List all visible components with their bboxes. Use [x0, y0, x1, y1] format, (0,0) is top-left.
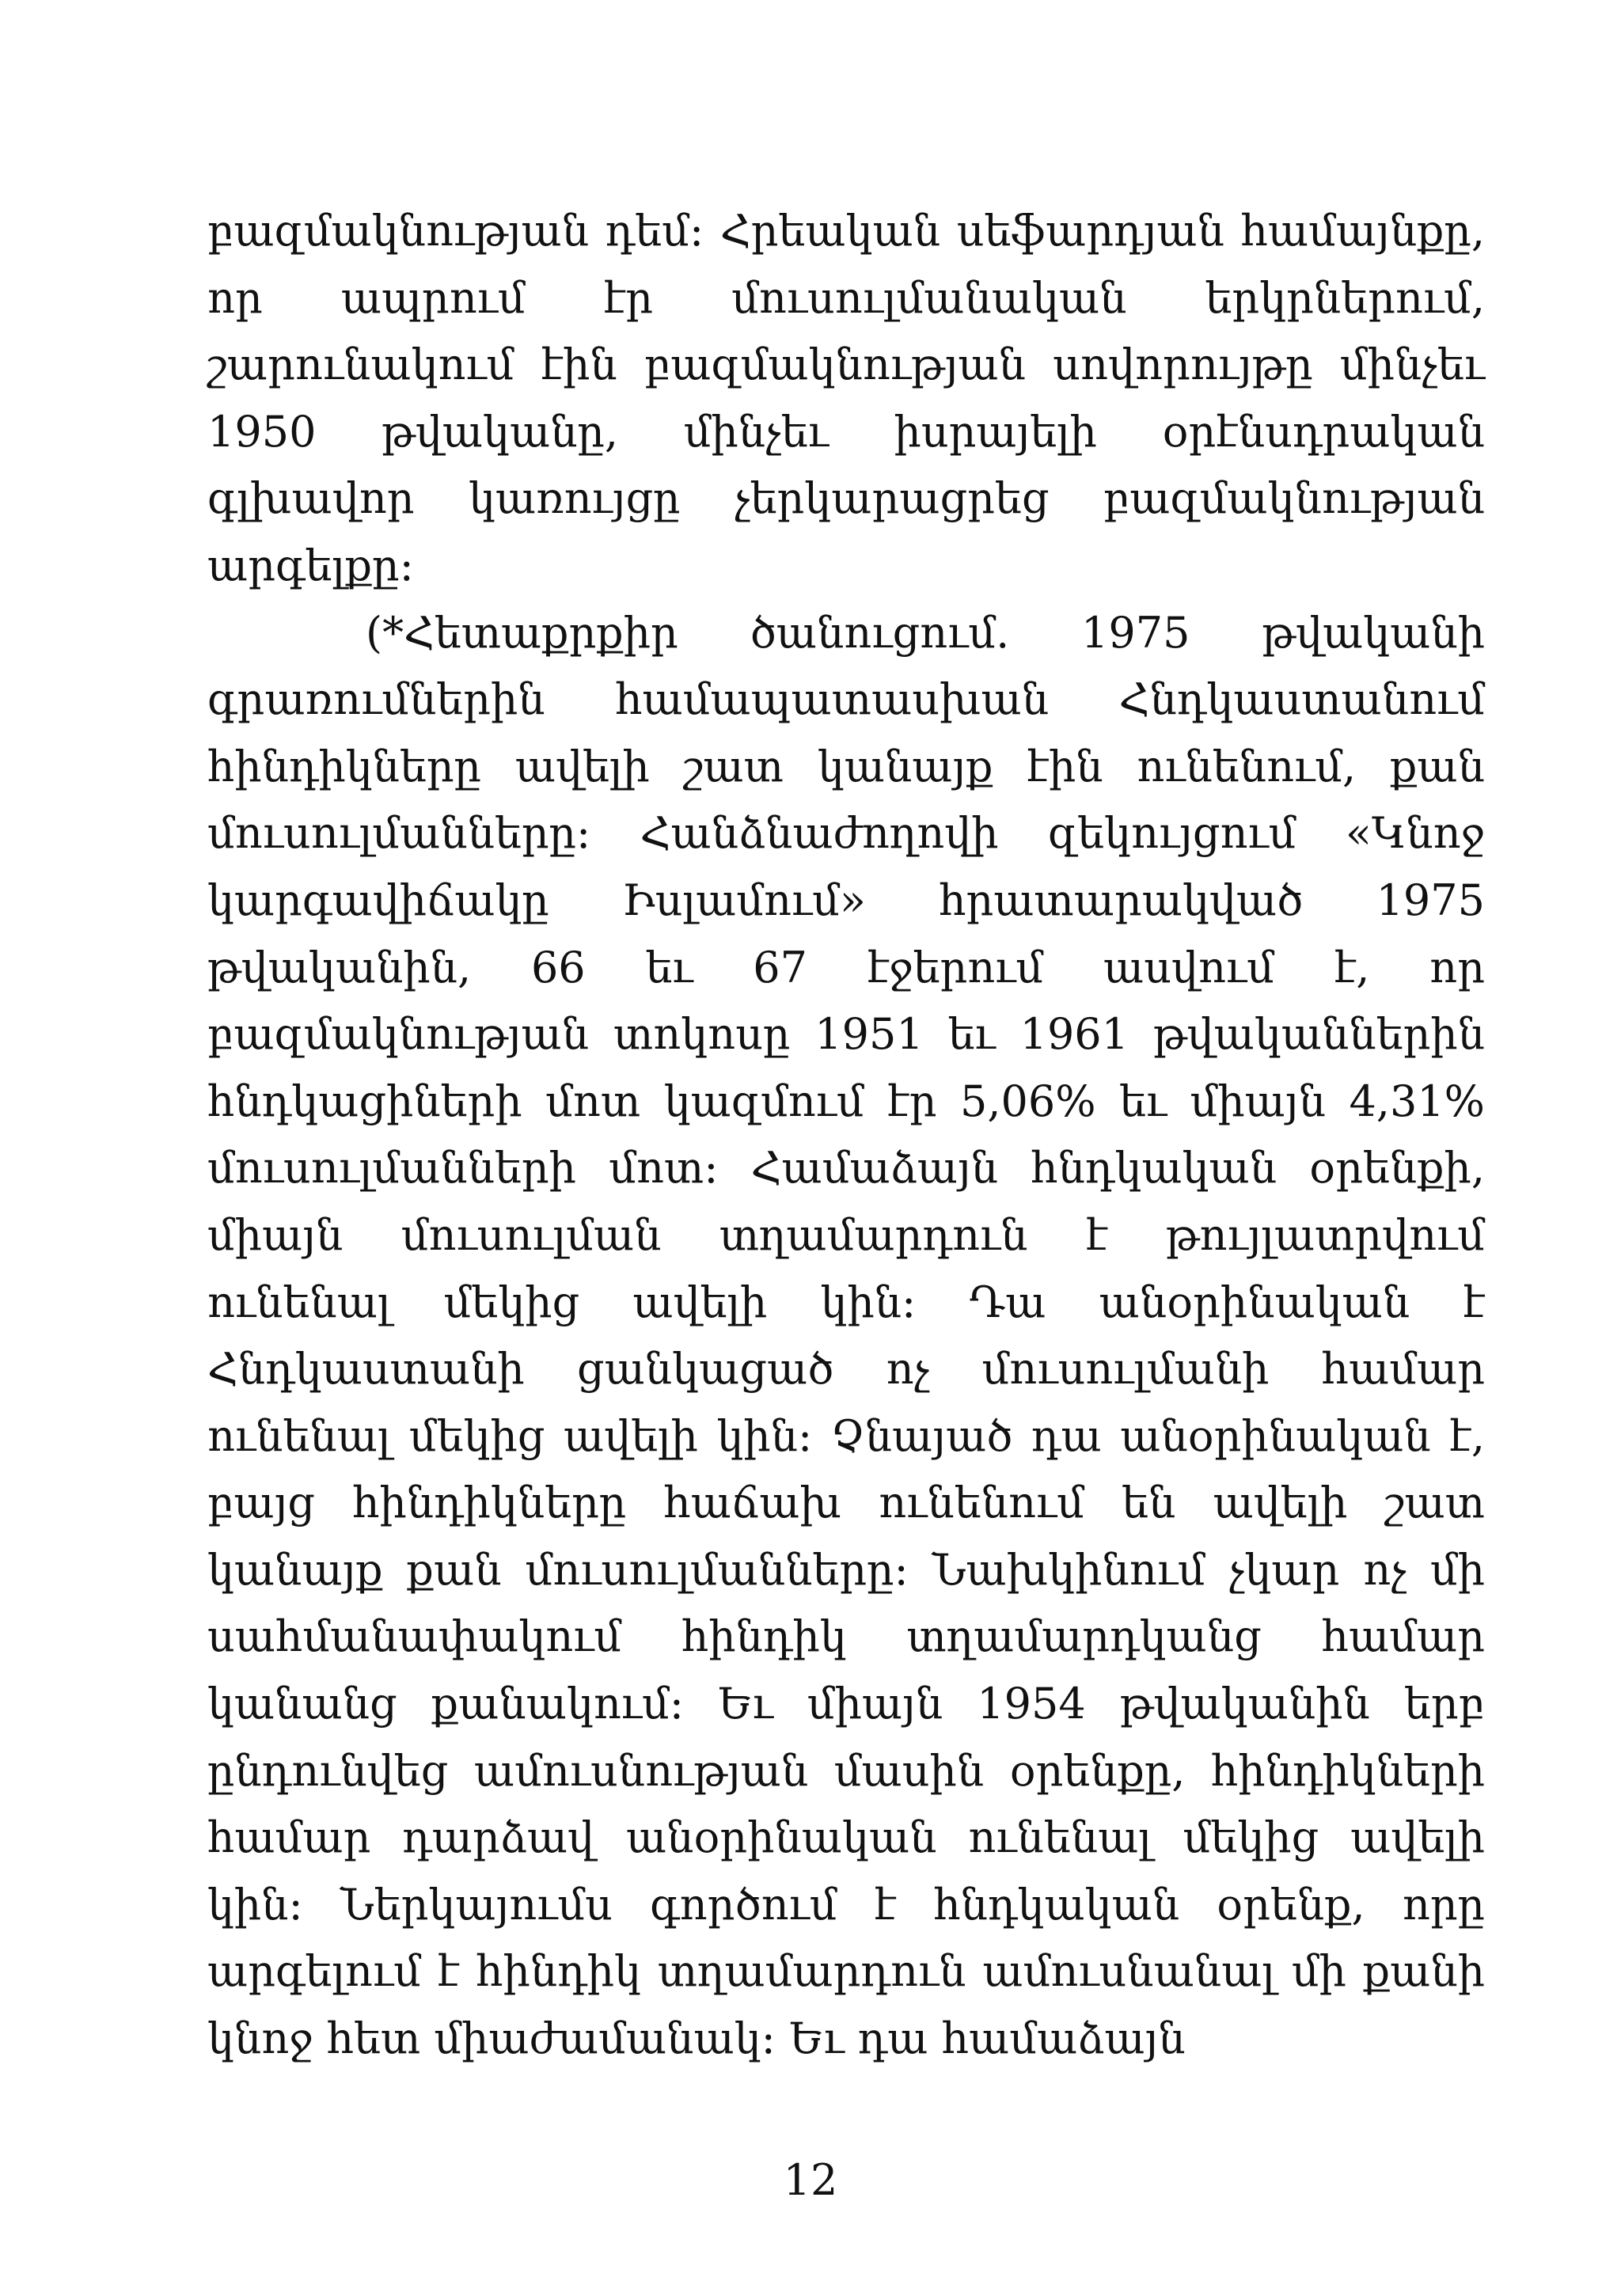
- page-body: [207, 198, 1485, 2073]
- paragraph-1: բազմակնության դեմ: Հրեական սեֆարդյան համայնքը, որ ապրում էր մուսուլմանական երկրներում, շարունակում էին բազմակնության սովորույթը մինչեւ 1950 թվականը, մինչեւ իսրայելի օրէնսդրական գլխավոր կառույցը չերկարացրեց բազմակնության արգելքը:: [207, 206, 1485, 590]
- paragraph-2: (*Հետաքրքիր ծանուցում. 1975 թվականի գրառումներին համապատասխան Հնդկաստանում հինդիկները ավելի շատ կանայք էին ունենում, քան մուսուլմանները: Հանձնաժողովի զեկույցում «Կնոջ կարգավիճակը Իսլամում» հրատարակված 1975 թվականին, 66 եւ 67 էջերում ասվում է, որ բազմակնության տոկոսը 1951 եւ 1961 թվականներին հնդկացիների մոտ կազմում էր 5,06% եւ միայն 4,31% մուսուլմանների մոտ: Համաձայն հնդկական օրենքի, միայն մուսուլման տղամարդուն է թույլատրվում ունենալ մեկից ավելի կին: Դա անօրինական է Հնդկաստանի ցանկացած ոչ մուսուլմանի համար ունենալ մեկից ավելի կին: Չնայած դա անօրինական է, բայց հինդիկները հաճախ ունենում են ավելի շատ կանայք քան մուսուլմանները: Նախկինում չկար ոչ մի սահմանափակում հինդիկ տղամարդկանց համար կանանց քանակում: Եւ միայն 1954 թվականին երբ ընդունվեց ամուսնության մասին օրենքը, հինդիկների համար դարձավ անօրինական ունենալ մեկից ավելի կին: Ներկայումս գործում է հնդկական օրենք, որը արգելում է հինդիկ տղամարդուն ամուսնանալ մի քանի կնոջ հետ միաժամանակ: Եւ դա համաձայն: [207, 607, 1485, 2064]
- page-number: 12: [783, 2155, 838, 2205]
